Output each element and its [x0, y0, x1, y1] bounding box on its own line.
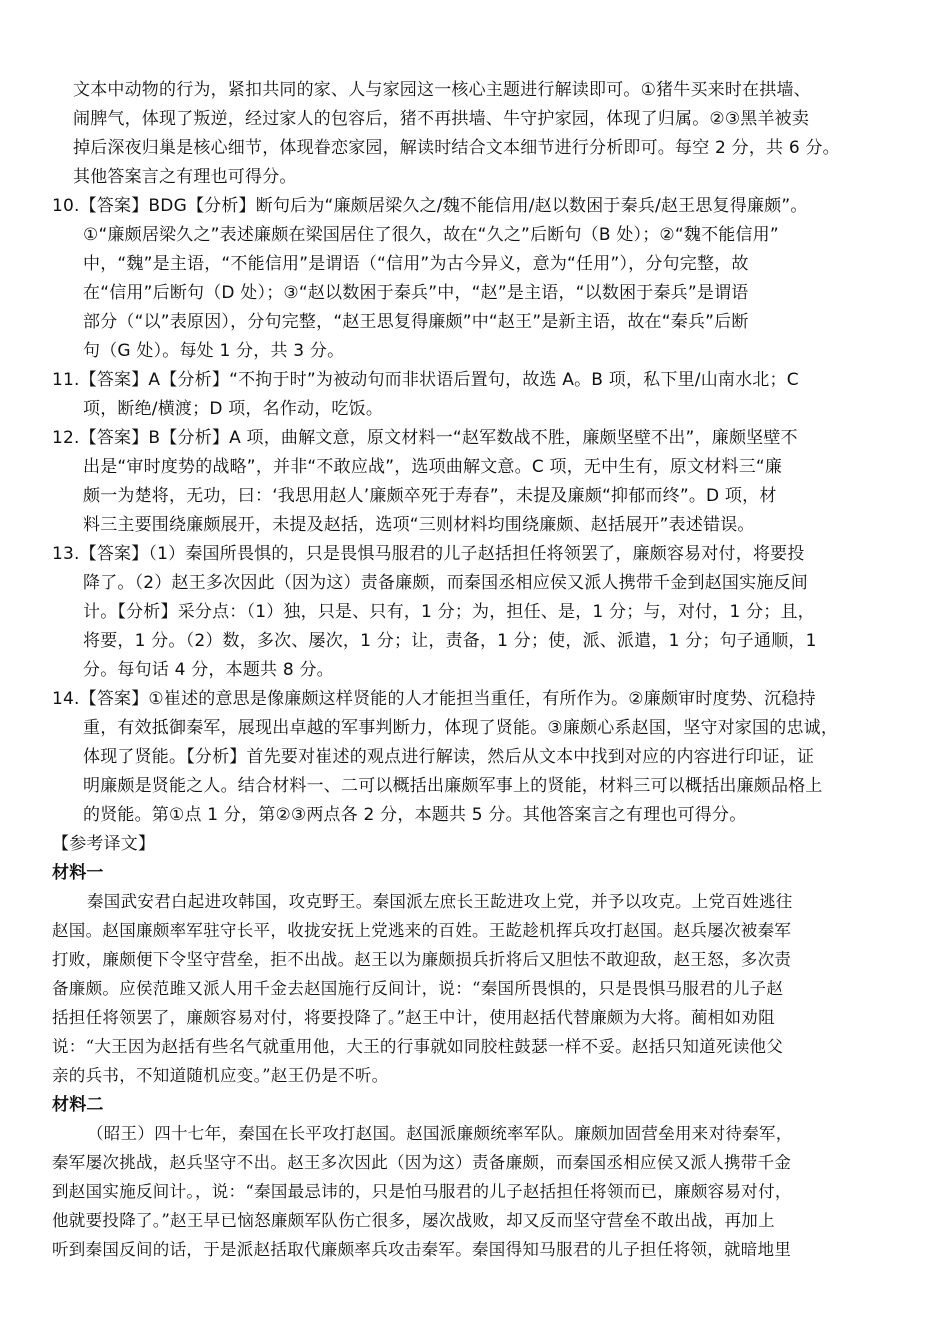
intro-line: 其他答案言之有理也可得分。: [73, 167, 297, 187]
material-2-line: 他就要投降了。”赵王早已恼怒廉颇军队伤亡很多，屡次战败，却又反而坚守营垒不敢出战，再加上: [52, 1211, 775, 1230]
answer-q13-line: 分。每句话 4 分，本题共 8 分。: [83, 660, 334, 680]
answer-q13-line: 13.【答案】（1）秦国所畏惧的，只是畏惧马服君的儿子赵括担任将领罢了，廉颇容易对付，将要投: [52, 544, 805, 564]
intro-line: 文本中动物的行为，紧扣共同的家、人与家园这一核心主题进行解读即可。①猪牛买来时在拱墙、: [73, 80, 811, 100]
answer-q14-line: 14.【答案】①崔述的意思是像廉颇这样贤能的人才能担当重任，有所作为。②廉颇审时度势、沉稳持: [52, 689, 816, 709]
material-1-line: 备廉颇。应侯范雎又派人用千金去赵国施行反间计，说：“秦国所畏惧的，只是畏惧马服君的儿子赵: [52, 979, 784, 998]
answer-q13-line: 将要，1 分。（2）数，多次、屡次，1 分；让，责备，1 分；使，派、派遣，1 分；句子通顺，1: [83, 631, 817, 651]
answer-q14-line: 的贤能。第①点 1 分，第②③两点各 2 分，本题共 5 分。其他答案言之有理也可得分。: [83, 805, 747, 825]
material-2-line: 听到秦国反间的话，于是派赵括取代廉颇率兵攻击秦军。秦国得知马服君的儿子担任将领，就暗地里: [52, 1240, 792, 1259]
answer-q10-line: 10.【答案】BDG【分析】断句后为“廉颇居梁久之/魏不能信用/赵以数困于秦兵/赵王思复得廉颇”。: [52, 196, 808, 216]
material-2-line: 到赵国实施反间计。，说：“秦国最忌讳的，只是怕马服君的儿子赵括担任将领而已，廉颇容易对付，: [52, 1182, 792, 1201]
answer-q12-line: 颇一为楚将，无功，曰：‘我思用赵人’廉颇卒死于寿春”，未提及廉颇“抑郁而终”。D 项，材: [83, 486, 777, 506]
answer-q10-line: 中，“魏”是主语，“不能信用”是谓语（“信用”为古今异义，意为“任用”），分句完整，故: [83, 254, 749, 274]
answer-q14-line: 明廉颇是贤能之人。结合材料一、二可以概括出廉颇军事上的贤能，材料三可以概括出廉颇品格上: [83, 776, 823, 796]
answer-q13-line: 降了。（2）赵王多次因此（因为这）责备廉颇，而秦国丞相应侯又派人携带千金到赵国实施反间: [83, 573, 808, 593]
intro-line: 掉后深夜归巢是核心细节，体现眷恋家园，解读时结合文本细节进行分析即可。每空 2 分，共 6 分。: [73, 138, 840, 158]
material-1-line: 括担任将领罢了，廉颇容易对付，将要投降了。”赵王中计，使用赵括代替廉颇为大将。蔺相如劝阻: [52, 1008, 775, 1027]
material-1-line: 赵国。赵国廉颇率军驻守长平，收拢安抚上党逃来的百姓。王龁趁机挥兵攻打赵国。赵兵屡次被秦军: [52, 921, 792, 940]
answer-q10-line: 在“信用”后断句（D 处）；③“赵以数困于秦兵”中，“赵”是主语，“以数困于秦兵”是谓语: [83, 283, 749, 303]
answer-q12-line: 出是“审时度势的战略”，并非“不敢应战”，选项曲解文意。C 项，无中生有，原文材料三“廉: [83, 457, 783, 477]
intro-line: 闹脾气，体现了叛逆，经过家人的包容后，猪不再拱墙、牛守护家园，体现了归属。②③黑羊被卖: [73, 109, 810, 129]
material-2-line: 秦军屡次挑战，赵兵坚守不出。赵王多次因此（因为这）责备廉颇，而秦国丞相应侯又派人携带千金: [52, 1153, 792, 1172]
answer-q11-line: 项，断绝/横渡；D 项，名作动，吃饭。: [83, 399, 384, 419]
material-1-line: 秦国武安君白起进攻韩国，攻克野王。秦国派左庶长王龁进攻上党，并予以攻克。上党百姓逃往: [87, 892, 793, 911]
material-1-line: 说：“大王因为赵括有些名气就重用他，大王的行事就如同胶柱鼓瑟一样不妥。赵括只知道死读他父: [52, 1037, 784, 1056]
material-2-heading: 材料二: [52, 1095, 104, 1115]
material-1-line: 亲的兵书，不知道随机应变。”赵王仍是不听。: [52, 1066, 389, 1085]
answer-q10-line: 部分（“以”表原因），分句完整，“赵王思复得廉颇”中“赵王”是新主语，故在“秦兵”后断: [83, 312, 749, 332]
answer-q14-line: 体现了贤能。【分析】首先要对崔述的观点进行解读，然后从文本中找到对应的内容进行印证，证: [83, 747, 815, 767]
answer-q12-line: 12.【答案】B【分析】A 项，曲解文意，原文材料一“赵军数战不胜，廉颇坚壁不出”，廉颇坚壁不: [52, 428, 798, 448]
material-2-line: （昭王）四十七年，秦国在长平攻打赵国。赵国派廉颇统率军队。廉颇加固营垒用来对待秦军，: [87, 1124, 793, 1143]
material-1-line: 打败，廉颇便下令坚守营垒，拒不出战。赵王以为廉颇损兵折将后又胆怯不敢迎敌，赵王怒，多次责: [52, 950, 792, 969]
translation-heading: 【参考译文】: [52, 834, 156, 854]
answer-q12-line: 料三主要围绕廉颇展开，未提及赵括，选项“三则材料均围绕廉颇、赵括展开”表述错误。: [83, 515, 755, 535]
material-1-heading: 材料一: [52, 863, 104, 883]
answer-q11-line: 11.【答案】A【分析】“不拘于时”为被动句而非状语后置句，故选 A。B 项，私下里/山南水北；C: [52, 370, 799, 390]
answer-q14-line: 重，有效抵御秦军，展现出卓越的军事判断力，体现了贤能。③廉颇心系赵国，坚守对家国的忠诚，: [83, 718, 839, 738]
answer-q10-line: ①“廉颇居梁久之”表述廉颇在梁国居住了很久，故在“久之”后断句（B 处）；②“魏不能信用”: [83, 225, 779, 245]
answer-q10-line: 句（G 处）。每处 1 分，共 3 分。: [83, 341, 345, 361]
answer-q13-line: 计。【分析】采分点：（1）独，只是、只有，1 分；为，担任、是，1 分；与，对付，1 分；且，: [83, 602, 815, 622]
